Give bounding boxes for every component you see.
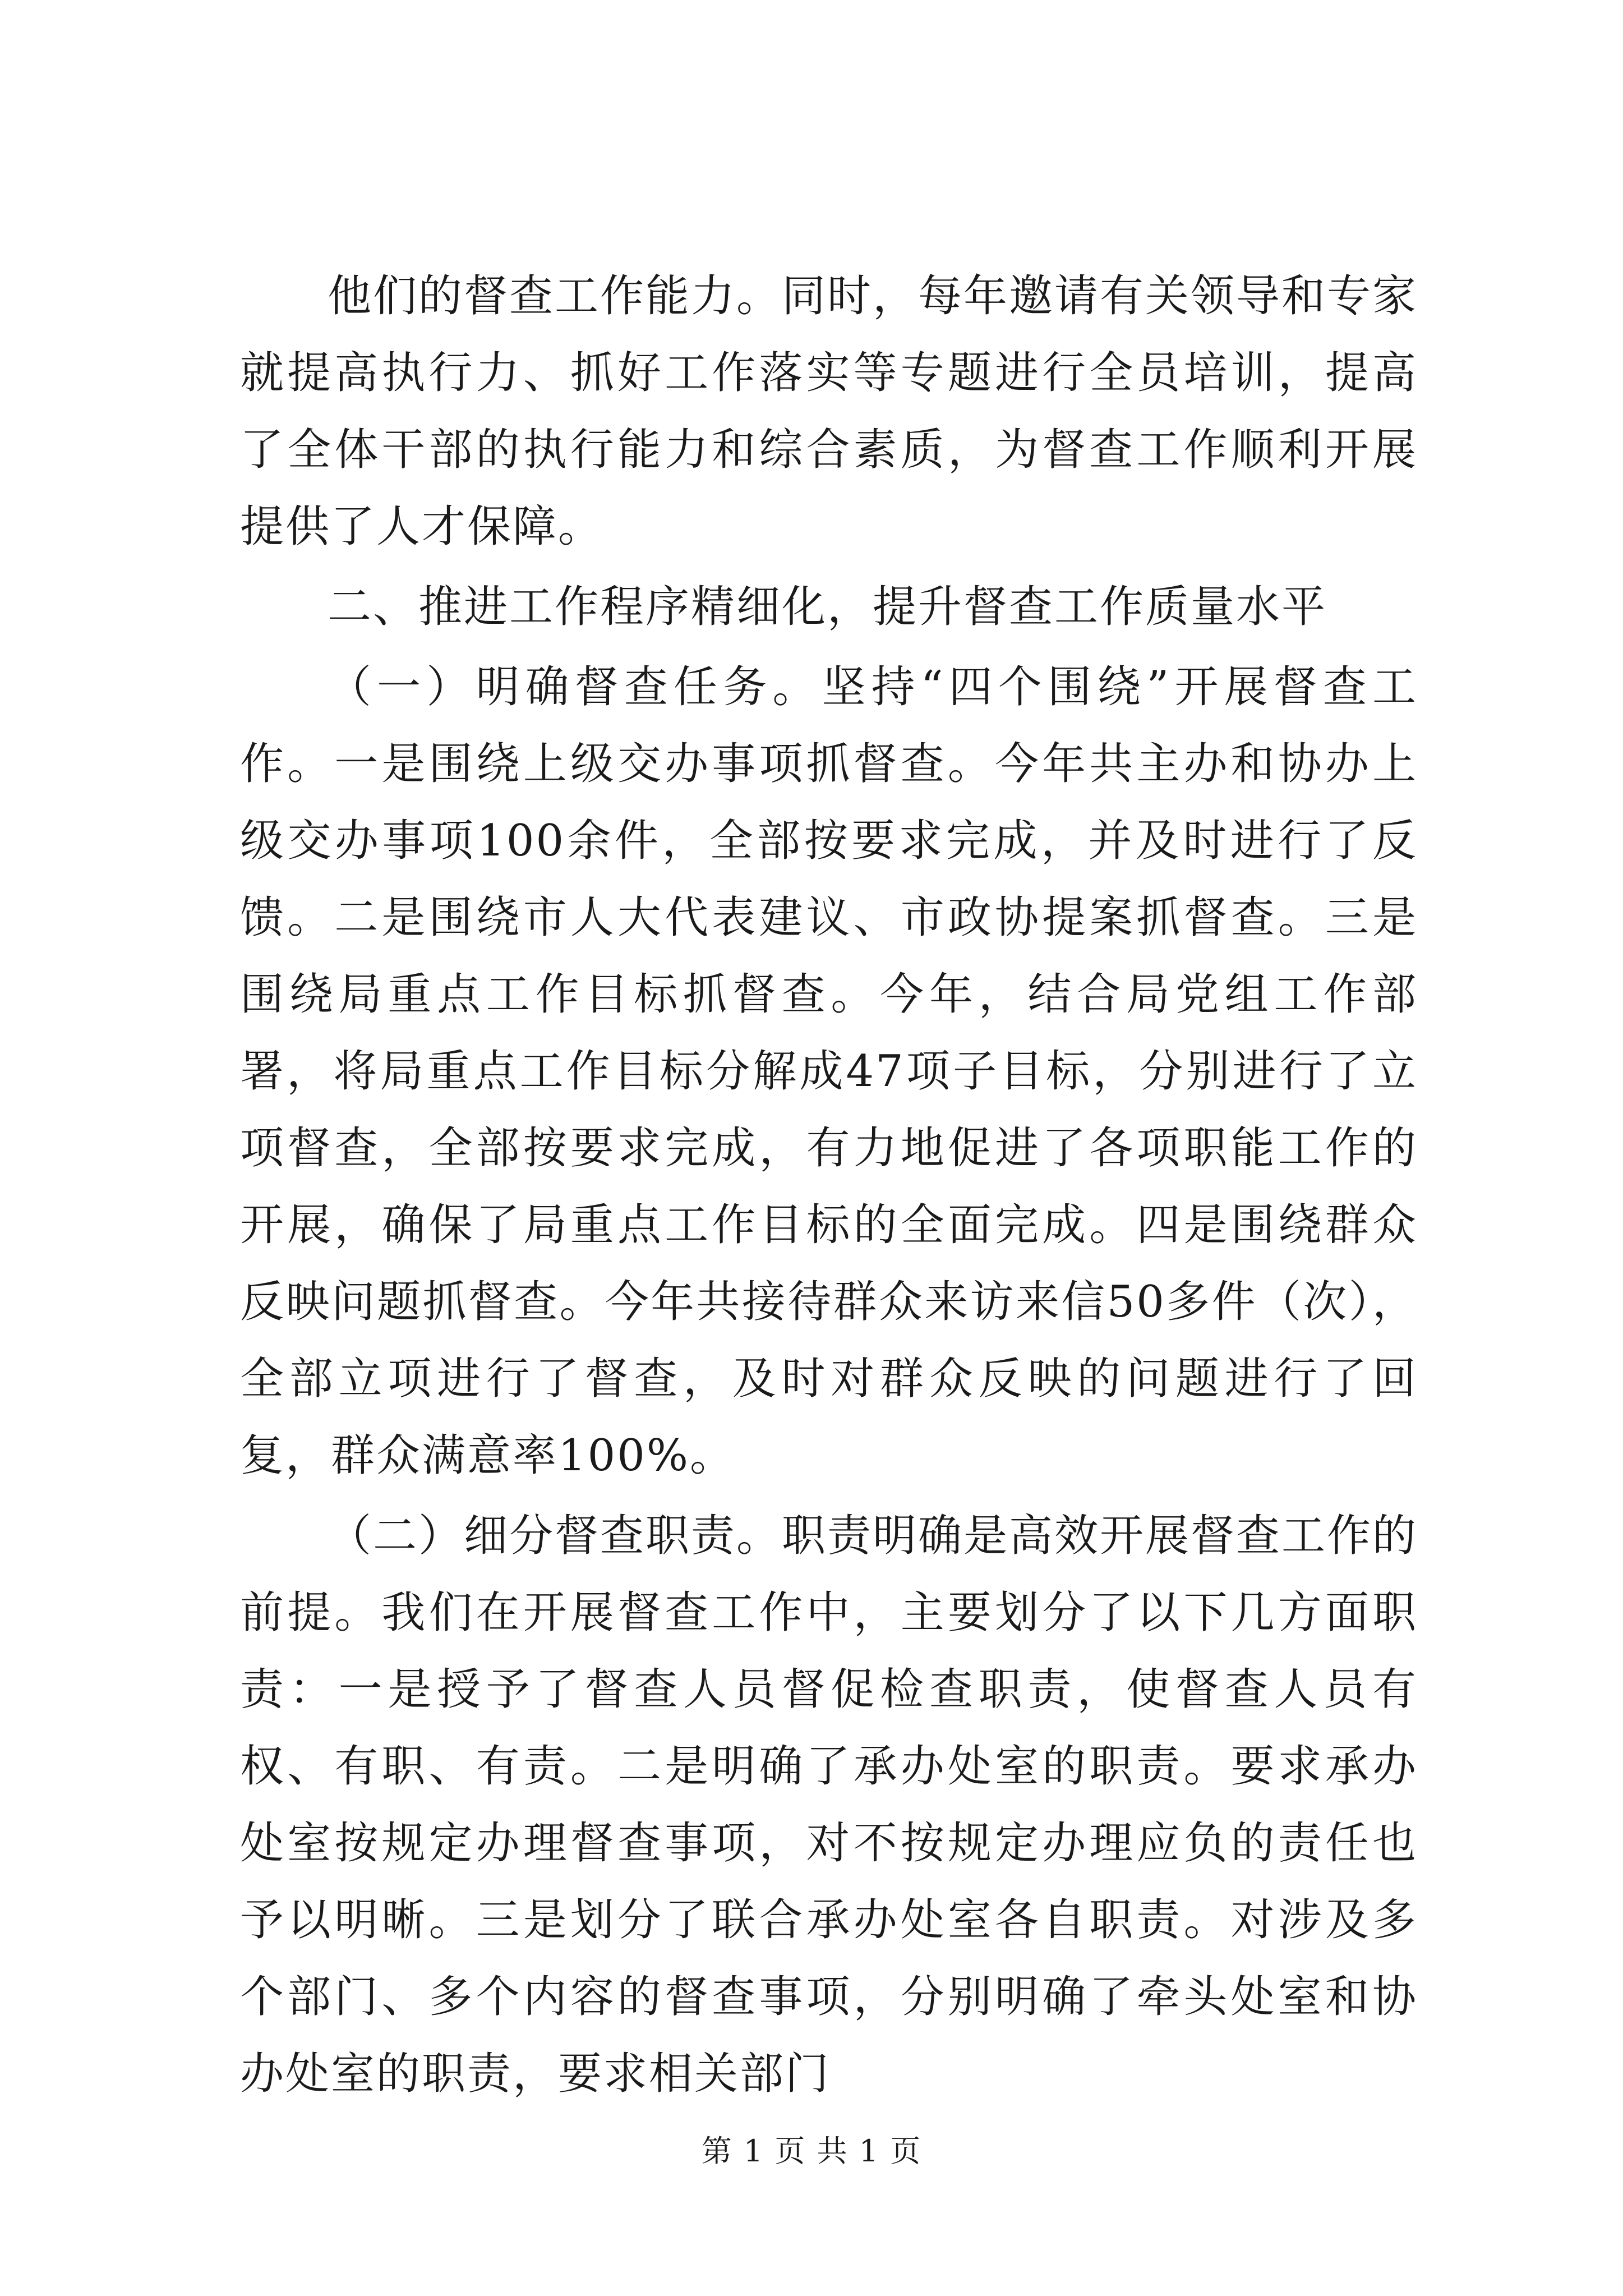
paragraph-2: （一）明确督查任务。坚持“四个围绕”开展督查工作。一是围绕上级交办事项抓督查。今年共主办和协办上级交办事项100余件，全部按要求完成，并及时进行了反馈。二是围绕市人大代表建议、市政协提案抓督查。三是围绕局重点工作目标抓督查。今年，结合局党组工作部署，将局重点工作目标分解成47项子目标，分别进行了立项督查，全部按要求完成，有力地促进了各项职能工作的开展，确保了局重点工作目标的全面完成。四是围绕群众反映问题抓督查。今年共接待群众来访来信50多件（次），全部立项进行了督查，及时对群众反映的问题进行了回复，群众满意率100%。 [240, 662, 1418, 1481]
section-heading: 二、推进工作程序精细化，提升督查工作质量水平 [328, 582, 1327, 632]
paragraph-3: （二）细分督查职责。职责明确是高效开展督查工作的前提。我们在开展督查工作中，主要划分了以下几方面职责：一是授予了督查人员督促检查职责，使督查人员有权、有职、有责。二是明确了承办处室的职责。要求承办处室按规定办理督查事项，对不按规定办理应负的责任也予以明晰。三是划分了联合承办处室各自职责。对涉及多个部门、多个内容的督查事项，分别明确了牵头处室和协办处室的职责，要求相关部门 [240, 1511, 1418, 2099]
paragraph-1: 他们的督查工作能力。同时，每年邀请有关领导和专家就提高执行力、抓好工作落实等专题进行全员培训，提高了全体干部的执行能力和综合素质，为督查工作顺利开展提供了人才保障。 [240, 271, 1418, 552]
page-footer [0, 2132, 1623, 2171]
page-number: 第 1 页 共 1 页 [701, 2133, 922, 2169]
document-body [240, 258, 1418, 2113]
